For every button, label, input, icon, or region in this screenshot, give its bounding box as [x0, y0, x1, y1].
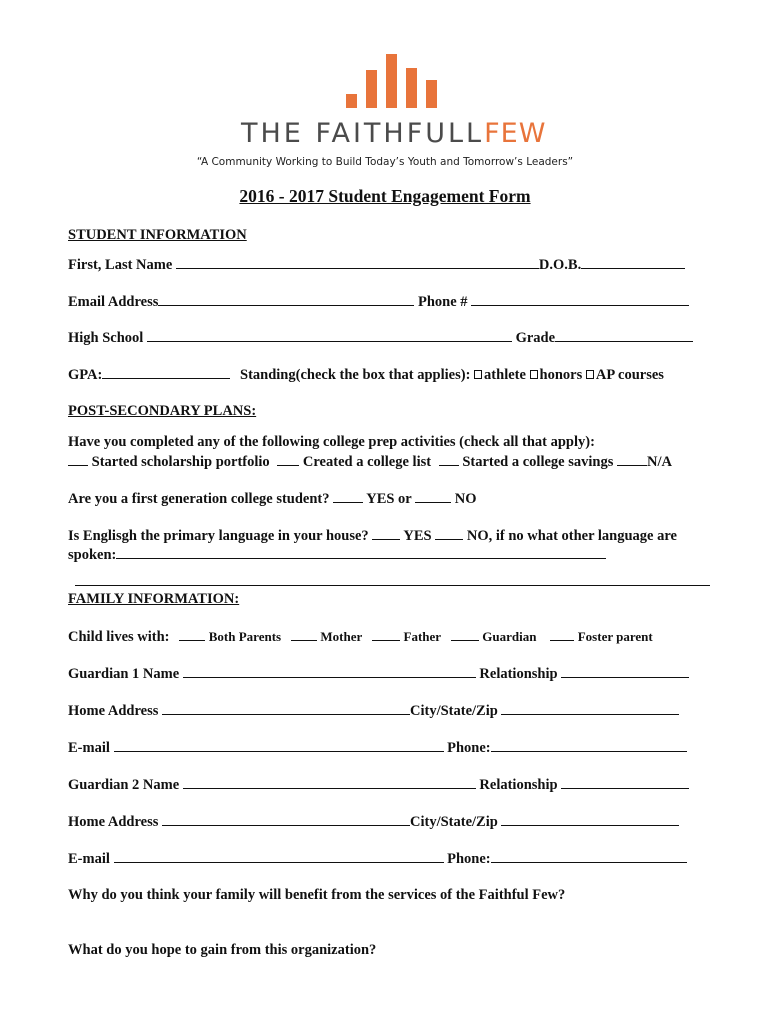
father-check[interactable] [372, 628, 400, 641]
guardian1-email-field[interactable] [114, 739, 444, 752]
guardian1-name-field[interactable] [183, 665, 476, 678]
phone-field[interactable] [471, 293, 689, 306]
email-field[interactable] [158, 293, 414, 306]
english-no-field[interactable] [435, 527, 463, 540]
activities-row: Started scholarship portfolio Created a college list Started a college savings N/A [68, 453, 672, 471]
logo [0, 40, 770, 180]
name-field[interactable] [176, 256, 539, 269]
first-gen-no-field[interactable] [415, 490, 451, 503]
english-yes-field[interactable] [372, 527, 400, 540]
guardian-check[interactable] [451, 628, 479, 641]
foster-parent-check[interactable] [550, 628, 574, 641]
guardian2-relationship-field[interactable] [561, 776, 689, 789]
school-grade-row: High School Grade [68, 329, 693, 347]
family-info-heading: FAMILY INFORMATION: [68, 591, 240, 607]
brand-name: THE FAITHFULLFEW [241, 118, 547, 149]
college-list-check[interactable] [277, 453, 299, 466]
high-school-field[interactable] [147, 329, 512, 342]
guardian2-city-field[interactable] [501, 813, 679, 826]
tagline: “A Community Working to Build Today’s Youth and Tomorrow’s Leaders” [196, 156, 574, 168]
name-dob-row: First, Last Name D.O.B. [68, 256, 685, 274]
guardian1-address-row: Home Address City/State/Zip [68, 702, 679, 720]
grade-field[interactable] [555, 329, 693, 342]
savings-check[interactable] [439, 453, 459, 466]
gpa-field[interactable] [102, 366, 230, 379]
section-divider [75, 585, 710, 586]
first-gen-yes-field[interactable] [333, 490, 363, 503]
post-secondary-heading: POST-SECONDARY PLANS: [68, 403, 257, 419]
guardian1-contact-row: E-mail Phone: [68, 739, 687, 757]
first-gen-row: Are you a first generation college student? YES or NO [68, 491, 477, 507]
logo-bars-icon [346, 54, 438, 108]
benefit-question: Why do you think your family will benefit from the services of the Faithful Few? [68, 887, 566, 903]
guardian2-name-field[interactable] [183, 776, 476, 789]
guardian2-contact-row: E-mail Phone: [68, 850, 687, 868]
na-check[interactable] [617, 453, 647, 466]
lives-with-row: Child lives with: Both Parents Mother Father Guardian Foster parent [68, 629, 653, 645]
guardian1-row: Guardian 1 Name Relationship [68, 665, 689, 683]
other-language-field[interactable] [116, 546, 606, 559]
guardian1-relationship-field[interactable] [561, 665, 689, 678]
spoken-row: spoken: [68, 546, 606, 564]
mother-check[interactable] [291, 628, 317, 641]
guardian2-phone-field[interactable] [491, 850, 687, 863]
gpa-standing-row: GPA: Standing(check the box that applies): athlete honors AP courses [68, 367, 664, 383]
activities-question: Have you completed any of the following college prep activities (check all that apply): [68, 434, 595, 450]
gain-question: What do you hope to gain from this organization? [68, 942, 377, 958]
guardian1-city-field[interactable] [501, 702, 679, 715]
guardian2-address-row: Home Address City/State/Zip [68, 813, 679, 831]
email-phone-row: Email Address Phone # [68, 293, 689, 311]
honors-checkbox[interactable] [530, 370, 538, 379]
language-row: Is Englisgh the primary language in your house? YES NO, if no what other language are [68, 528, 677, 544]
guardian1-phone-field[interactable] [491, 739, 687, 752]
guardian2-address-field[interactable] [162, 813, 410, 826]
form-title: 2016 - 2017 Student Engagement Form [239, 186, 531, 206]
athlete-checkbox[interactable] [474, 370, 482, 379]
student-info-heading: STUDENT INFORMATION [68, 227, 247, 243]
guardian2-row: Guardian 2 Name Relationship [68, 776, 689, 794]
guardian2-email-field[interactable] [114, 850, 444, 863]
scholarship-check[interactable] [68, 453, 88, 466]
both-parents-check[interactable] [179, 628, 205, 641]
dob-field[interactable] [581, 256, 685, 269]
guardian1-address-field[interactable] [162, 702, 410, 715]
ap-courses-checkbox[interactable] [586, 370, 594, 379]
